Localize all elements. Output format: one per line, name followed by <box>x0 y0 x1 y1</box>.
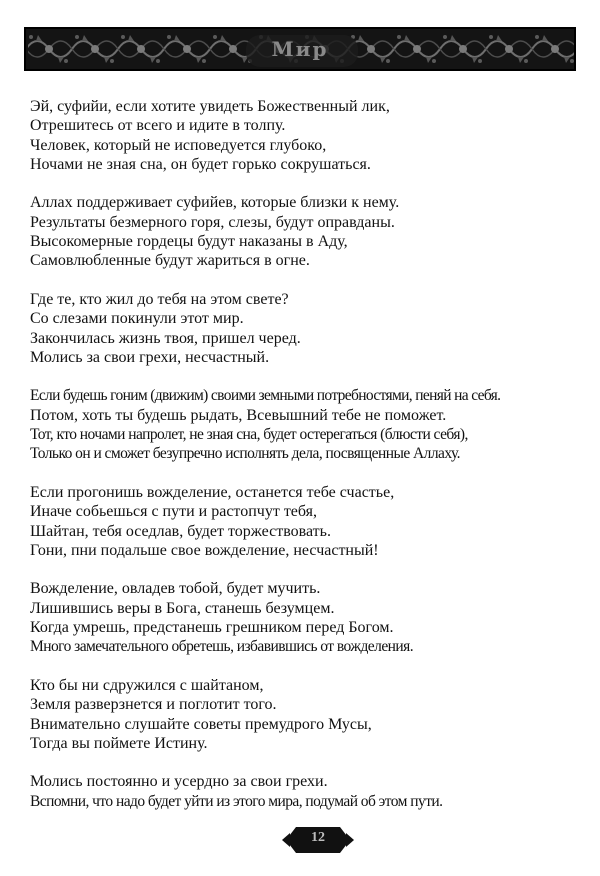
stanza <box>30 386 578 463</box>
stanza <box>30 97 578 174</box>
header-banner <box>24 27 576 71</box>
poem-line: Молись постоянно и усердно за свои грехи. <box>30 773 328 791</box>
page-number: 12 <box>311 830 325 845</box>
poem-line: Высокомерные гордецы будут наказаны в Аду, <box>30 233 348 251</box>
poem-line: Вспомни, что надо будет уйти из этого мира, подумай об этом пути. <box>30 792 443 810</box>
poem-line: Где те, кто жил до тебя на этом свете? <box>30 290 289 308</box>
poem-line: Аллах поддерживает суфийев, которые близки к нему. <box>30 194 400 212</box>
stanza <box>30 772 578 811</box>
poem-line: Лишившись веры в Бога, станешь безумцем. <box>30 599 335 617</box>
poem-line: Гони, пни подальше свое вожделение, несчастный! <box>30 541 379 559</box>
poem-line: Человек, который не исповедуется глубоко, <box>30 136 327 154</box>
poem-body <box>30 97 578 830</box>
poem-line: Эй, суфийи, если хотите увидеть Божественный лик, <box>30 98 390 115</box>
stanza <box>30 676 578 753</box>
poem-line: Если будешь гоним (движим) своими земными потребностями, пеняй на себя. <box>30 387 501 405</box>
stanza <box>30 483 578 560</box>
section-title: Мир <box>271 37 329 61</box>
poem-line: Потом, хоть ты будешь рыдать, Всевышний тебе не поможет. <box>30 406 447 424</box>
poem-line: Если прогонишь вожделение, останется тебе счастье, <box>30 483 395 501</box>
poem-line: Шайтан, тебя оседлав, будет торжествовать. <box>30 522 331 540</box>
poem-line: Только он и сможет безупречно исполнять дела, посвященные Аллаху. <box>30 445 460 463</box>
poem-line: Молись за свои грехи, несчастный. <box>30 348 270 366</box>
poem-line: Земля разверзнется и поглотит того. <box>30 696 277 714</box>
poem-line: Иначе собьешься с пути и растопчут тебя, <box>30 503 318 521</box>
poem-line: Результаты безмерного горя, слезы, будут оправданы. <box>30 213 395 231</box>
poem-line: Самовлюбленные будут жариться в огне. <box>30 252 310 270</box>
poem-line: Вожделение, овладев тобой, будет мучить. <box>30 580 321 598</box>
page-number-ornament <box>282 823 354 857</box>
stanza <box>30 579 578 656</box>
poem-line: Со слезами покинули этот мир. <box>30 310 244 328</box>
poem-line: Внимательно слушайте советы премудрого Мусы, <box>30 715 372 733</box>
poem-line: Тогда вы поймете Истину. <box>30 734 208 752</box>
poem-line: Ночами не зная сна, он будет горько сокрушаться. <box>30 155 371 173</box>
poem-line: Много замечательного обретешь, избавившись от вожделения. <box>30 638 414 656</box>
stanza <box>30 290 578 367</box>
poem-line: Тот, кто ночами напролет, не зная сна, будет остерегаться (блюсти себя), <box>30 426 468 444</box>
poem-line: Закончилась жизнь твоя, пришел черед. <box>30 329 301 347</box>
poem-line: Отрешитесь от всего и идите в толпу. <box>30 117 286 135</box>
poem-line: Кто бы ни сдружился с шайтаном, <box>30 676 264 694</box>
poem-line: Когда умрешь, предстанешь грешником перед Богом. <box>30 619 394 637</box>
stanza <box>30 193 578 270</box>
